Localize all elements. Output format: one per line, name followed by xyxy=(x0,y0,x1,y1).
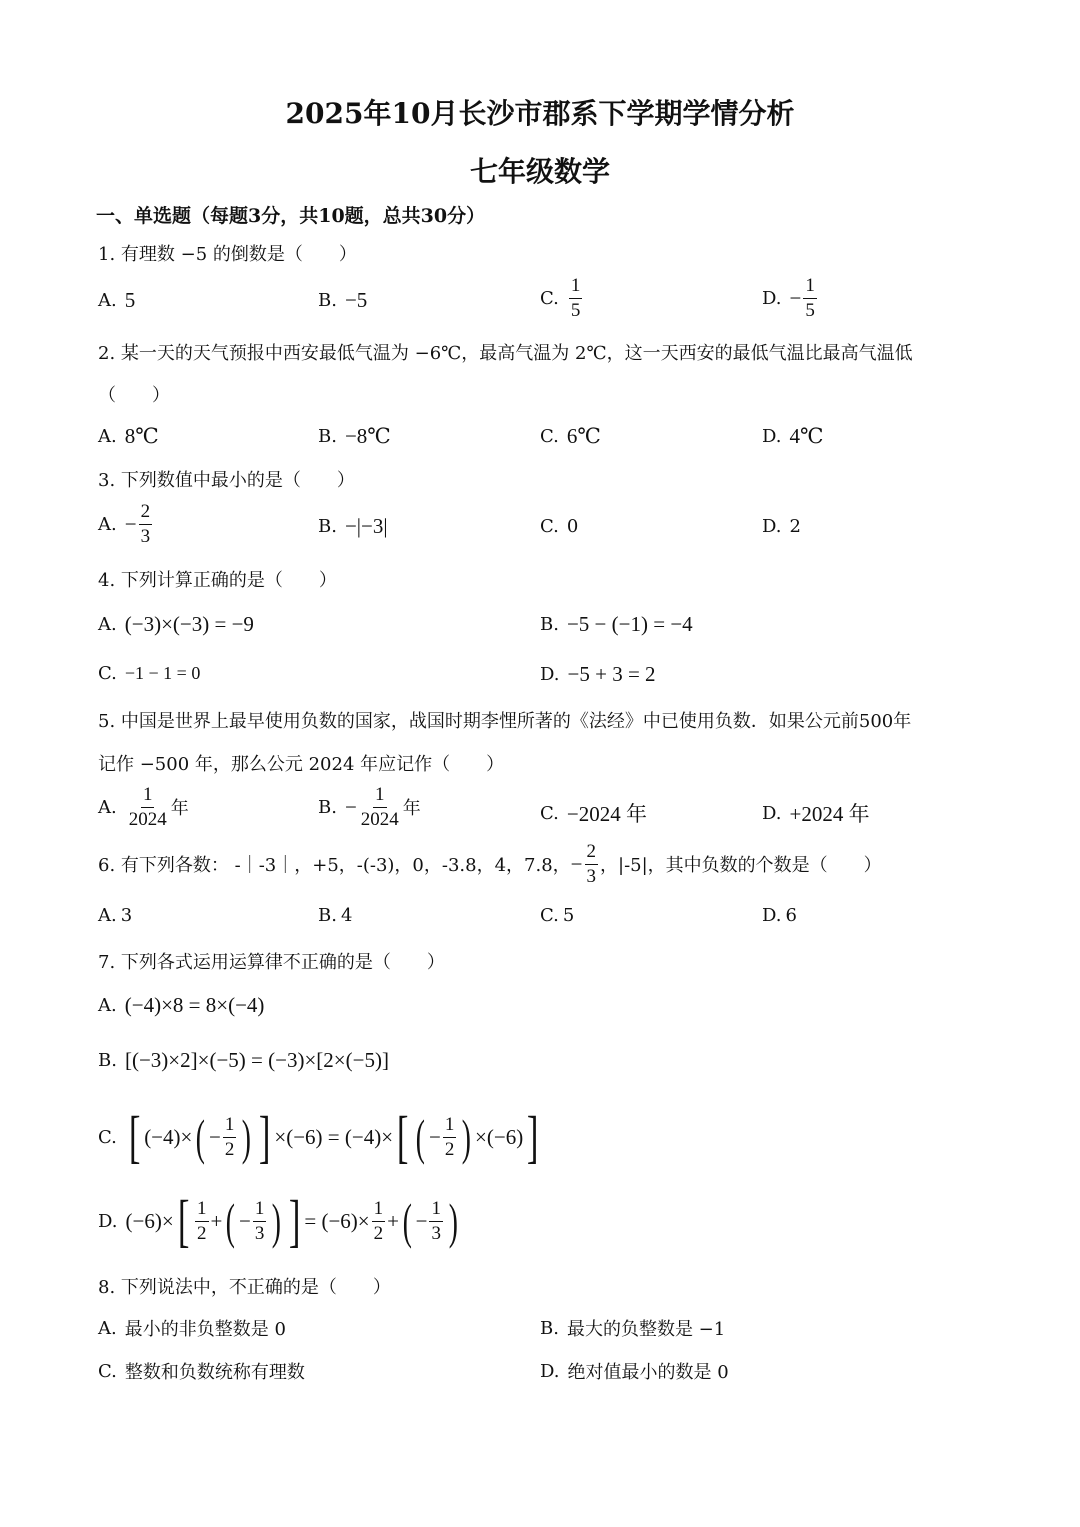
q5-option-b: B. − $\frac{1}{2024}$ 年 xyxy=(318,784,421,830)
option-value: [(−3)×2]×(−5) = (−3)×[2×(−5)] xyxy=(124,1048,389,1072)
option-label: C. xyxy=(98,663,117,684)
option-value: 整数和负数统称有理数 xyxy=(124,1362,305,1383)
q4-option-a xyxy=(98,612,254,637)
question-7-stem: 7. 下列各式运用运算律不正确的是（ ） xyxy=(98,952,445,973)
option-label: B. xyxy=(98,1050,117,1071)
option-value: −|−3| xyxy=(344,514,388,538)
q7-option-c xyxy=(98,1104,543,1169)
fraction: $\frac{2}{3}$ xyxy=(586,841,597,887)
question-6-stem: 6. 有下列各数： -｜-3｜，+5，-(-3)，0，-3.8，4，7.8， − $\frac{2}{3}$ ，|-5|，其中负数的个数是（ ） xyxy=(98,841,882,887)
option-value: 5 xyxy=(562,905,575,926)
option-value: 5 xyxy=(124,288,136,312)
option-value: 4℃ xyxy=(789,424,824,448)
q3-option-c xyxy=(540,516,578,537)
q2-option-d xyxy=(762,424,824,449)
q6-option-b xyxy=(318,905,352,926)
option-label: A. xyxy=(98,426,117,447)
option-value: −2024 年 xyxy=(566,802,647,826)
q4-option-d xyxy=(540,662,656,687)
q3-option-a: A. − $\frac{2}{3}$ xyxy=(98,501,151,547)
section-heading: 一、单选题（每题3分，共10题，总共30分） xyxy=(96,205,486,227)
option-label: C. xyxy=(540,905,559,926)
option-label: D. xyxy=(762,516,782,537)
q8-option-b xyxy=(540,1315,725,1341)
q6-option-c xyxy=(540,905,574,926)
option-label: C. xyxy=(540,516,559,537)
option-value: 最小的非负整数是 0 xyxy=(124,1319,286,1340)
option-value: −5 + 3 = 2 xyxy=(567,662,656,686)
option-label: B. xyxy=(318,290,337,311)
question-3-stem: 3. 下列数值中最小的是（ ） xyxy=(98,470,355,491)
q1-option-b xyxy=(318,288,367,313)
q8-option-d xyxy=(540,1358,729,1384)
option-label: D. xyxy=(762,905,782,926)
question-8-stem: 8. 下列说法中，不正确的是（ ） xyxy=(98,1277,391,1298)
option-label: B. xyxy=(318,516,337,537)
expression: [ (−4)× ( − $\frac{1}{2}$ ) ] ×(−6) = (−4)× [ ( − $\frac{1}{2}$ ) ×(−6) ] xyxy=(128,1104,539,1169)
stem-text: 6. 有下列各数： -｜-3｜，+5，-(-3)，0，-3.8，4，7.8， xyxy=(98,855,571,877)
q6-option-d xyxy=(762,905,797,926)
option-value: −5 − (−1) = −4 xyxy=(566,612,693,636)
question-2-stem-cont: （ ） xyxy=(98,385,170,406)
q8-option-c xyxy=(98,1358,305,1384)
unit-text: 年 xyxy=(170,798,189,820)
option-label: A. xyxy=(98,290,117,311)
q8-option-a xyxy=(98,1315,286,1341)
q3-option-d xyxy=(762,516,801,537)
page-subtitle: 七年级数学 xyxy=(469,155,610,188)
option-value: (−3)×(−3) = −9 xyxy=(124,612,254,636)
option-label: A. xyxy=(98,1317,117,1339)
expression: (−6)× [ $\frac{1}{2}$ + ( − $\frac{1}{3}$ ) ] = (−6)× $\frac{1}{2}$ + ( − $\frac{1}{3}$ ) xyxy=(125,1188,458,1253)
q5-option-d xyxy=(762,798,870,828)
fraction: $\frac{2}{3}$ xyxy=(140,501,151,547)
question-5-stem: 5. 中国是世界上最早使用负数的国家，战国时期李悝所著的《法经》中已使用负数．如果公元前500年 xyxy=(98,711,912,732)
option-label: C. xyxy=(98,1126,117,1148)
option-label: A. xyxy=(98,905,117,926)
q5-option-c xyxy=(540,798,647,828)
option-label: C. xyxy=(540,426,559,447)
q1-option-a xyxy=(98,288,135,313)
option-label: D. xyxy=(762,802,782,824)
option-value: 6 xyxy=(785,905,797,926)
q6-option-a xyxy=(98,905,132,926)
stem-text: ，|-5|，其中负数的个数是（ ） xyxy=(600,855,882,877)
q2-option-c xyxy=(540,424,601,449)
option-value: +2024 年 xyxy=(789,802,870,826)
option-label: D. xyxy=(762,287,782,309)
option-value: 8℃ xyxy=(124,424,159,448)
option-value: −5 xyxy=(344,288,368,312)
q7-option-b xyxy=(98,1048,389,1073)
option-value: −8℃ xyxy=(344,424,391,448)
q7-option-a xyxy=(98,993,264,1018)
option-label: B. xyxy=(540,614,559,635)
option-value: 3 xyxy=(120,905,133,926)
option-value: 2 xyxy=(789,516,801,537)
option-label: D. xyxy=(762,426,782,447)
option-value: (−4)×8 = 8×(−4) xyxy=(124,993,265,1017)
question-4-stem: 4. 下列计算正确的是（ ） xyxy=(98,570,337,591)
option-label: D. xyxy=(540,664,560,685)
option-value: −1 − 1 = 0 xyxy=(124,663,201,683)
option-label: A. xyxy=(98,614,117,635)
option-label: B. xyxy=(318,905,337,926)
q7-option-d xyxy=(98,1188,462,1253)
option-label: D. xyxy=(98,1210,118,1232)
option-label: D. xyxy=(540,1360,560,1382)
q2-option-a xyxy=(98,424,159,449)
q1-option-d: D. − $\frac{1}{5}$ xyxy=(762,275,815,321)
option-label: A. xyxy=(98,995,117,1016)
option-label: C. xyxy=(98,1360,117,1382)
fraction: $\frac{1}{5}$ xyxy=(570,275,581,321)
question-5-stem-cont: 记作 −500 年，那么公元 2024 年应记作（ ） xyxy=(98,754,505,775)
option-label: B. xyxy=(318,426,337,447)
option-value: 0 xyxy=(566,516,579,537)
unit-text: 年 xyxy=(402,798,421,820)
option-value: 6℃ xyxy=(566,424,601,448)
option-label: C. xyxy=(540,802,559,824)
page-title: 2025年10月长沙市郡系下学期学情分析 xyxy=(285,97,795,130)
option-label: A. xyxy=(98,796,117,818)
option-label: B. xyxy=(318,796,337,818)
fraction: $\frac{1}{2024}$ xyxy=(360,784,399,830)
q2-option-b xyxy=(318,424,391,449)
fraction: $\frac{1}{5}$ xyxy=(805,275,815,321)
q5-option-a xyxy=(98,785,189,830)
q4-option-b xyxy=(540,612,693,637)
option-value: 绝对值最小的数是 0 xyxy=(567,1362,729,1383)
option-label: C. xyxy=(540,287,559,309)
q1-option-c xyxy=(540,276,584,321)
question-2-stem: 2. 某一天的天气预报中西安最低气温为 −6℃，最高气温为 2℃，这一天西安的最低气温比最高气温低 xyxy=(98,343,913,364)
q4-option-c xyxy=(98,663,200,684)
option-label: B. xyxy=(540,1317,559,1339)
option-label: A. xyxy=(98,513,117,535)
option-value: 最大的负整数是 −1 xyxy=(566,1319,726,1340)
q3-option-b xyxy=(318,514,388,539)
question-1-stem: 1. 有理数 −5 的倒数是（ ） xyxy=(98,244,357,265)
option-value: 4 xyxy=(340,905,353,926)
fraction: $\frac{1}{2024}$ xyxy=(128,784,167,830)
